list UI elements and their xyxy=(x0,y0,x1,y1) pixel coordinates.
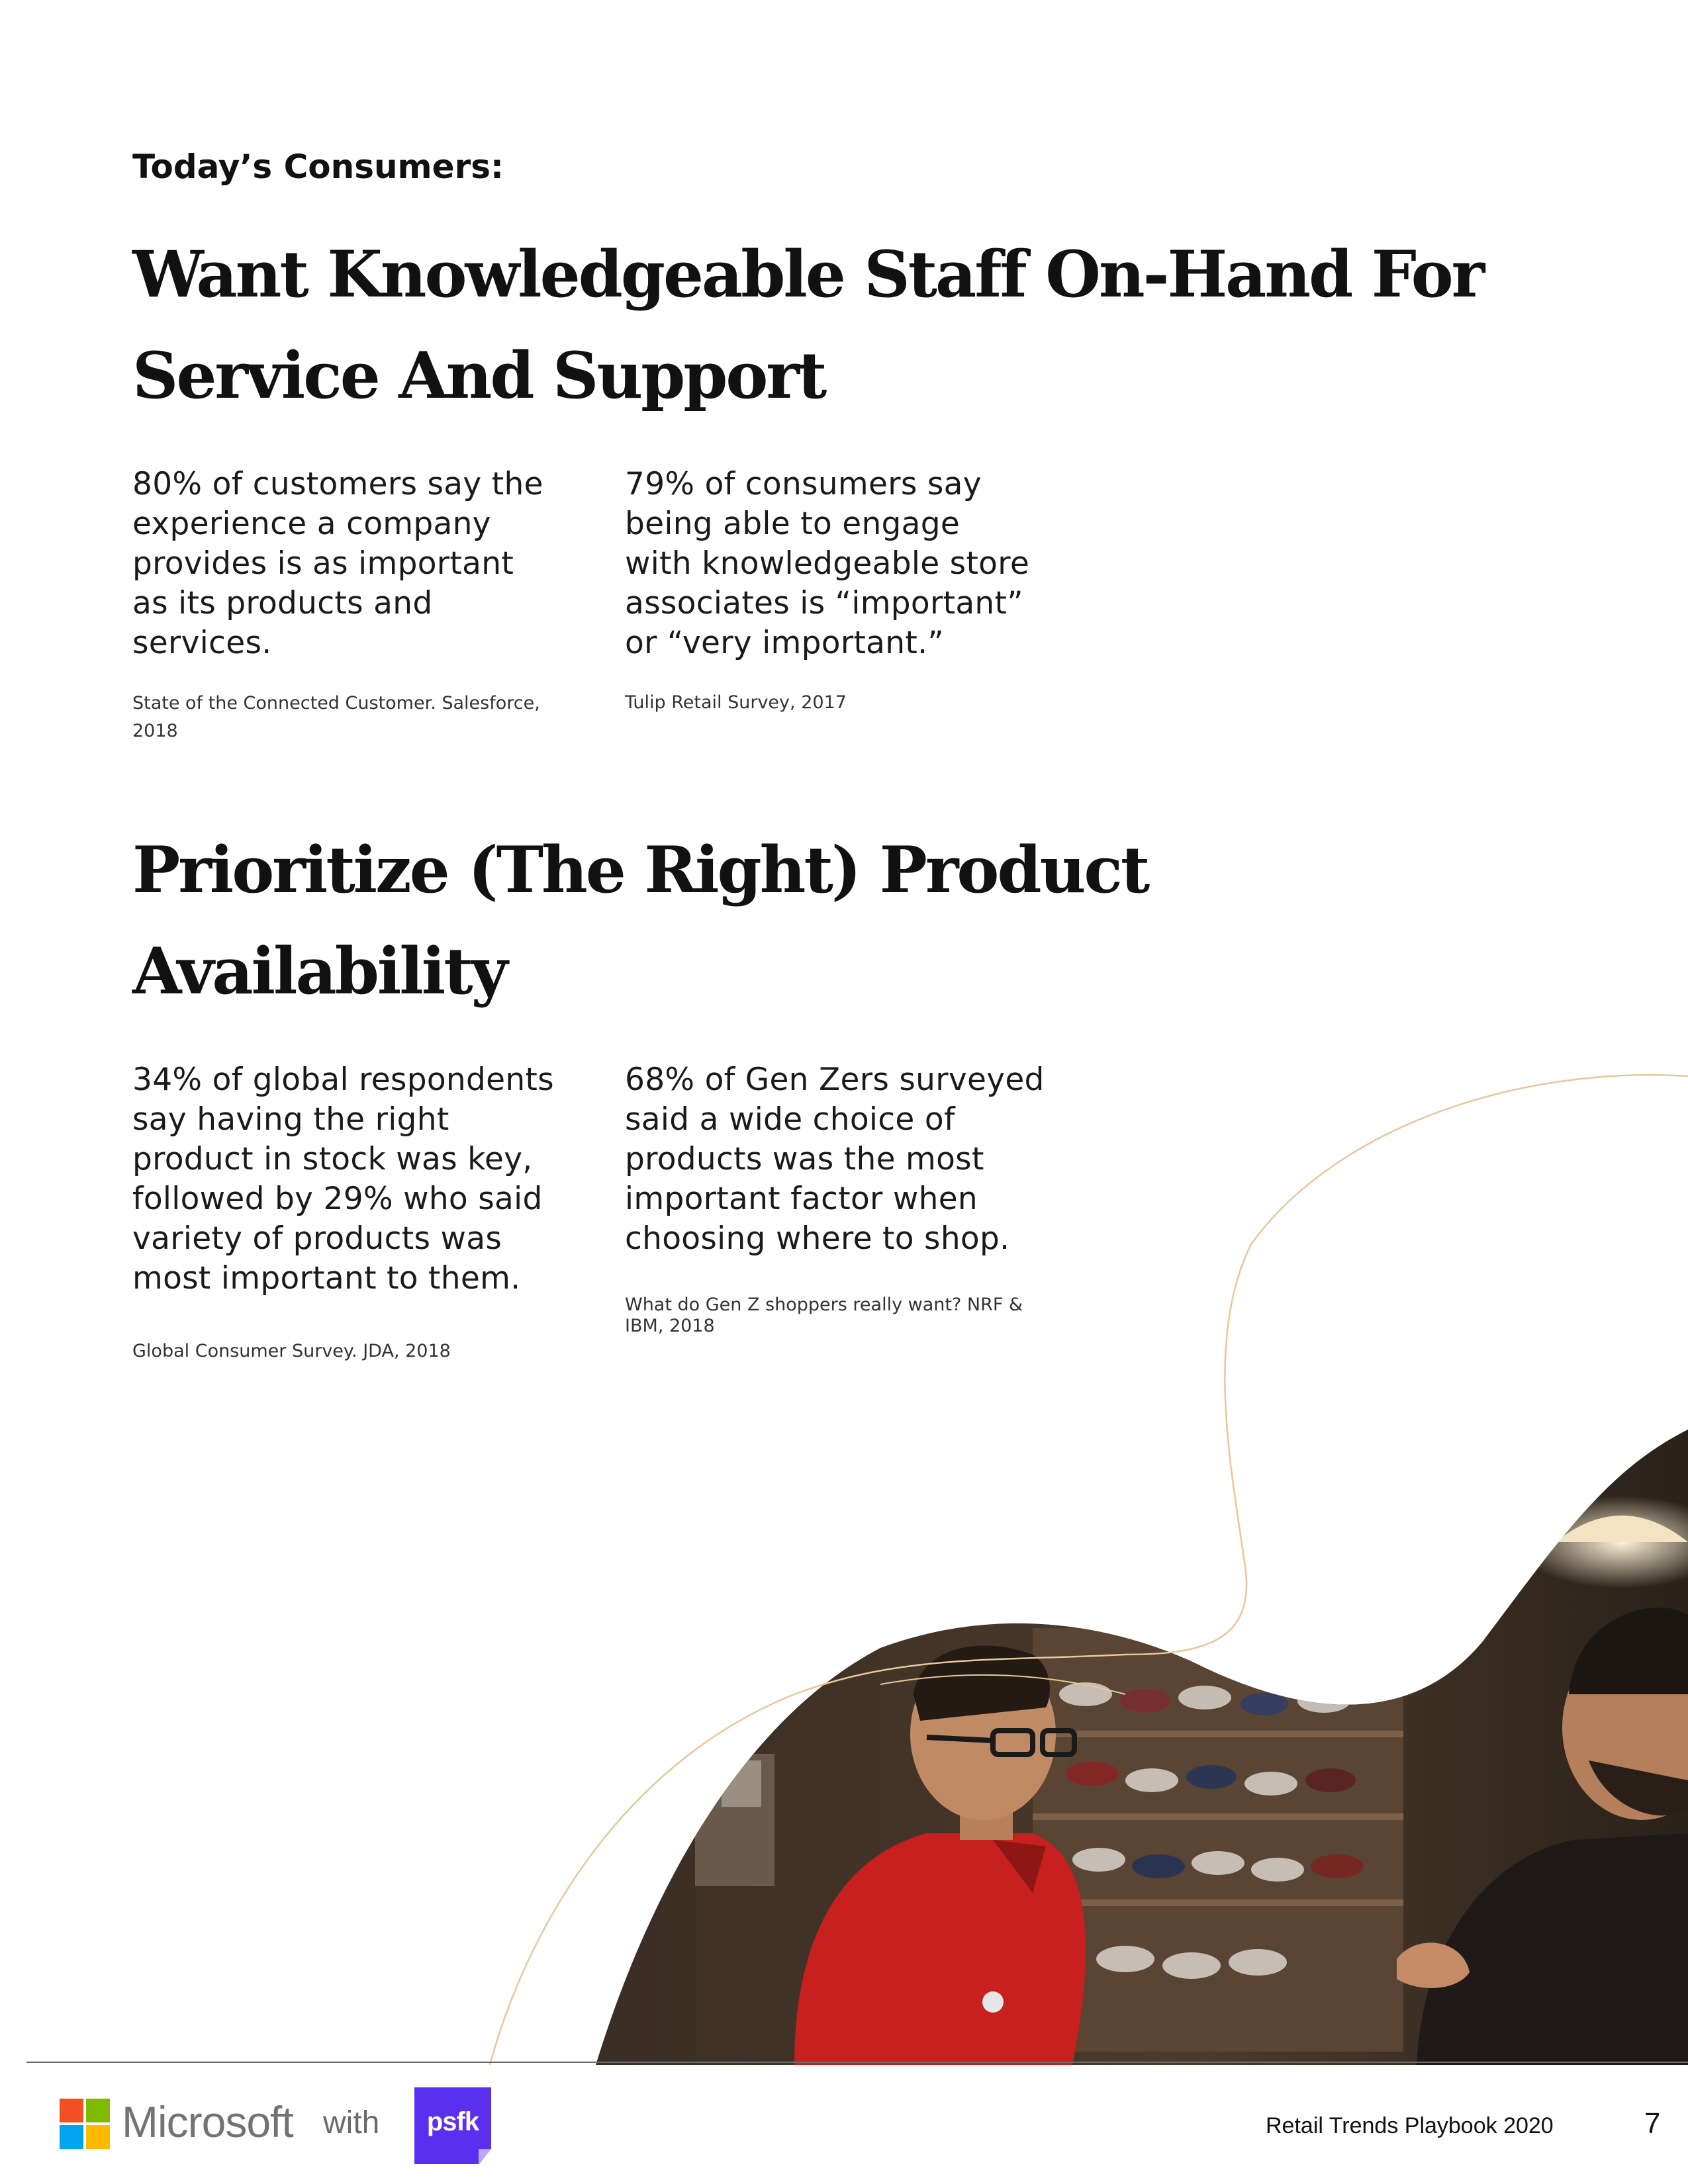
stat-paragraph xyxy=(132,465,543,663)
stat-line: said a wide choice of xyxy=(625,1101,955,1138)
stat-line: choosing where to shop. xyxy=(625,1220,1010,1257)
source-line: State of the Connected Customer. Salesforce, xyxy=(132,693,540,713)
stat-line: product in stock was key, xyxy=(132,1141,533,1177)
stat-line: provides is as important xyxy=(132,545,514,582)
stat-source xyxy=(132,1338,451,1365)
stat-line: most important to them. xyxy=(132,1260,521,1297)
document-title: Retail Trends Playbook 2020 xyxy=(1266,2113,1554,2138)
stat-source xyxy=(625,1295,1023,1337)
stat-line: services. xyxy=(132,625,272,661)
heading-line: Service And Support xyxy=(132,338,825,413)
stat-source xyxy=(132,690,540,745)
source-line: IBM, 2018 xyxy=(625,1316,715,1336)
stat-line: as its products and xyxy=(132,585,433,621)
stat-paragraph xyxy=(625,1060,1045,1259)
stat-line: 68% of Gen Zers surveyed xyxy=(625,1062,1045,1098)
stat-line: or “very important.” xyxy=(625,625,944,661)
stat-line: with knowledgeable store xyxy=(625,545,1030,582)
heading-line: Availability xyxy=(132,934,506,1009)
stat-line: important factor when xyxy=(625,1181,978,1217)
stat-line: experience a company xyxy=(132,506,491,542)
with-label: with xyxy=(323,2105,380,2140)
heading-line: Want Knowledgeable Staff On-Hand For xyxy=(132,237,1483,312)
section2-heading xyxy=(132,819,1523,1022)
stat-line: say having the right xyxy=(132,1101,449,1138)
stat-line: followed by 29% who said xyxy=(132,1181,543,1217)
source-line: What do Gen Z shoppers really want? NRF & xyxy=(625,1295,1023,1315)
page-number: 7 xyxy=(1644,2107,1661,2140)
stat-line: products was the most xyxy=(625,1141,984,1177)
source-line: Global Consumer Survey. JDA, 2018 xyxy=(132,1341,451,1361)
stat-paragraph xyxy=(132,1060,554,1298)
footer-divider xyxy=(26,2062,1688,2063)
source-line: Tulip Retail Survey, 2017 xyxy=(625,692,847,713)
psfk-wordmark: psfk xyxy=(426,2107,479,2136)
source-line: 2018 xyxy=(132,721,178,741)
section-kicker: Today’s Consumers: xyxy=(132,148,504,186)
stat-line: variety of products was xyxy=(132,1220,502,1257)
stat-line: 79% of consumers say xyxy=(625,466,982,502)
microsoft-logo-icon xyxy=(60,2099,110,2149)
section1-heading xyxy=(132,224,1523,426)
heading-line: Prioritize (The Right) Product xyxy=(132,833,1149,907)
stat-line: 80% of customers say the xyxy=(132,466,543,502)
microsoft-wordmark: Microsoft xyxy=(122,2097,293,2146)
stat-line: associates is “important” xyxy=(625,585,1023,621)
stat-paragraph xyxy=(625,465,1029,663)
stat-source xyxy=(625,690,847,716)
stat-line: 34% of global respondents xyxy=(132,1062,554,1098)
stat-line: being able to engage xyxy=(625,506,961,542)
